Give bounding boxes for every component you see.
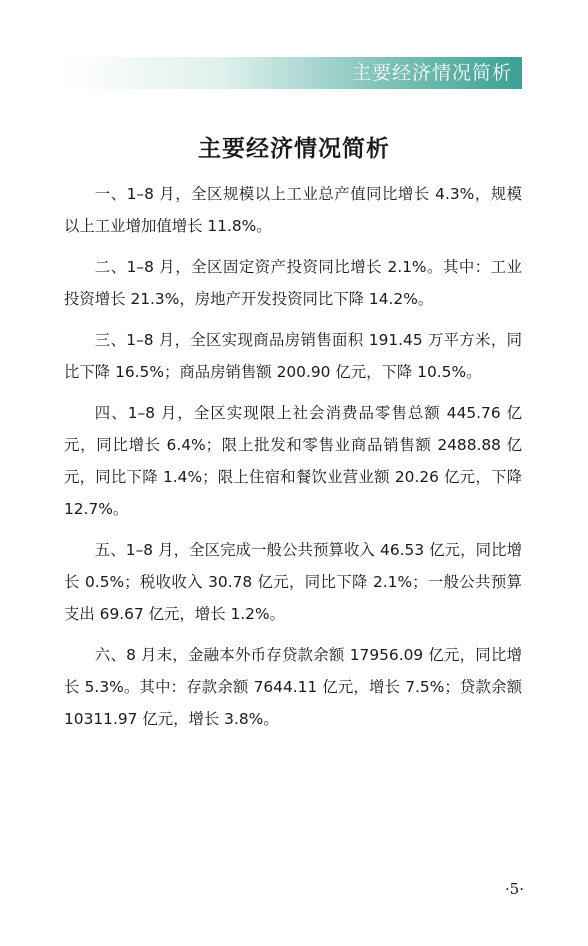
paragraph-housing-sales: 三、1–8 月，全区实现商品房销售面积 191.45 万平方米，同比下降 16.5%；商品房销售额 200.90 亿元，下降 10.5%。 [64,331,522,381]
paragraph-finance: 六、8 月末，金融本外币存贷款余额 17956.09 亿元，同比增长 5.3%。其中：存款余额 7644.11 亿元，增长 7.5%；贷款余额 10311.97 亿元，增长 3.8%。 [64,646,522,728]
paragraph-fixed-investment: 二、1–8 月，全区固定资产投资同比增长 2.1%。其中：工业投资增长 21.3%，房地产开发投资同比下降 14.2%。 [64,258,522,308]
page-number: ·5· [504,880,524,898]
document-title: 主要经济情况简析 [198,136,390,162]
paragraph-retail-sales: 四、1–8 月，全区实现限上社会消费品零售总额 445.76 亿元，同比增长 6.4%；限上批发和零售业商品销售额 2488.88 亿元，同比下降 1.4%；限上住宿和餐饮业营业额 20.26 亿元，下降 12.7%。 [64,404,522,518]
document-body [64,178,522,744]
running-header [62,57,522,89]
running-header-title: 主要经济情况简析 [351,62,512,84]
paragraph-public-budget: 五、1–8 月，全区完成一般公共预算收入 46.53 亿元，同比增长 0.5%；税收收入 30.78 亿元，同比下降 2.1%；一般公共预算支出 69.67 亿元，增长 1.2%。 [64,541,522,623]
paragraph-industry: 一、1–8 月，全区规模以上工业总产值同比增长 4.3%，规模以上工业增加值增长 11.8%。 [64,185,522,235]
